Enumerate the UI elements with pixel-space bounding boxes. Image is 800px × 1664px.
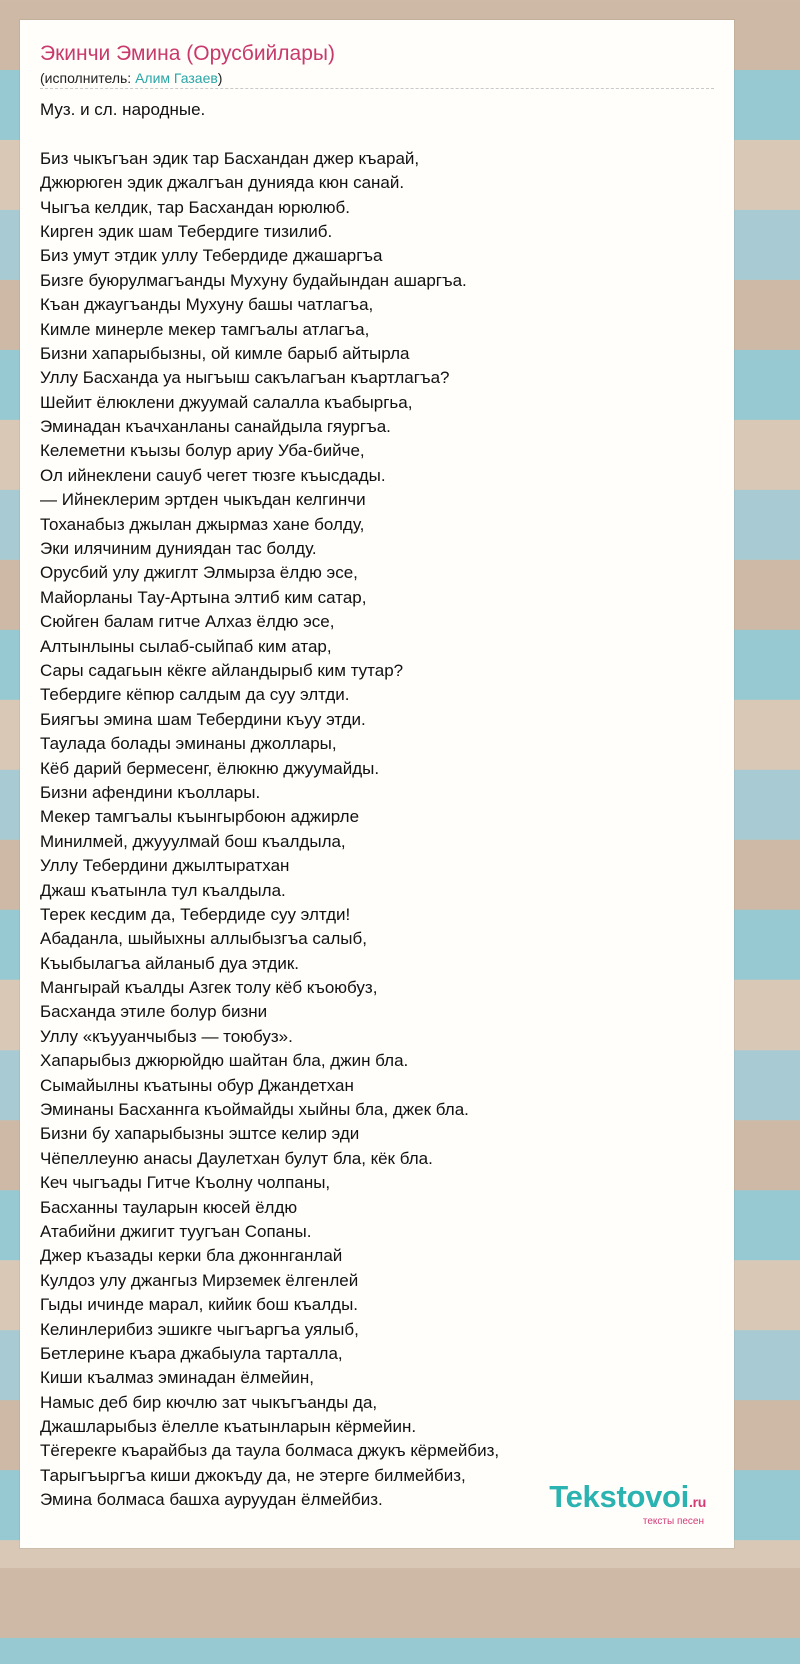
performer-suffix: ): [217, 70, 223, 86]
logo-tld: .ru: [689, 1494, 706, 1510]
performer-prefix: (исполнитель:: [40, 70, 136, 86]
lyric-line: Биягъы эмина шам Тебердини къуу этди.: [40, 709, 366, 729]
dashed-divider: [40, 88, 714, 89]
lyric-line: Кулдоз улу джангыз Мирземек ёлгенлей: [40, 1270, 359, 1290]
lyric-line: Орусбий улу джиглт Элмырза ёлдю эсе,: [40, 563, 358, 583]
lyric-line: — Ийнеклерим эртден чыкъдан келгинчи: [40, 490, 366, 510]
lyric-line: Биз умут этдик уллу Тебердиде джашаргъа: [40, 246, 383, 266]
lyric-line: Джюрюген эдик джалгъан дунияда кюн санай.: [40, 173, 405, 193]
lyric-line: Бизни хапарыбызны, ой кимле барыб айтырла: [40, 343, 410, 363]
lyric-line: Эминаны Басханнга къоймайды хыйны бла, джек бла.: [40, 1100, 469, 1120]
lyric-line: Басханны тауларын кюсей ёлдю: [40, 1197, 298, 1217]
logo-tagline: тексты песен: [642, 1516, 704, 1527]
lyric-line: Таулада болады эминаны джоллары,: [40, 734, 337, 754]
lyric-line: Ол ийнеклени сauуб чегет тюзге къысдады.: [40, 465, 386, 485]
lyrics-credits: Муз. и сл. народные.: [40, 100, 206, 119]
performer-link[interactable]: Алим Газаев: [135, 70, 218, 86]
lyric-line: Тоханабыз джылан джырмаз хане болду,: [40, 514, 365, 534]
tekstovoi-logo[interactable]: [549, 1481, 706, 1528]
lyric-line: Эминадан къачханланы санайдыла гяургъа.: [40, 417, 391, 437]
lyric-line: Кирген эдик шам Тебердиге тизилиб.: [40, 221, 333, 241]
performer-line: [40, 69, 222, 87]
lyric-line: Къыбылагъа айланыб дуа этдик.: [40, 953, 299, 973]
lyric-line: Мекер тамгъалы къынгырбоюн аджирле: [40, 807, 360, 827]
lyric-line: Майорланы Тау-Артына элтиб ким сатар,: [40, 587, 367, 607]
lyric-line: Джашларыбыз ёлелле къатынларын кёрмейин.: [40, 1417, 417, 1437]
lyric-line: Минилмей, джууулмай бош къалдыла,: [40, 831, 346, 851]
lyric-line: Гыды ичинде марал, кийик бош къалды.: [40, 1295, 359, 1315]
lyric-line: Къан джаугъанды Мухуну башы чатлагъа,: [40, 295, 374, 315]
lyric-line: Джаш къатынла тул къалдыла.: [40, 880, 286, 900]
lyric-line: Эки илячиним дуниядан тас болду.: [40, 539, 317, 559]
lyric-line: Сюйген балам гитче Алхаз ёлдю эсе,: [40, 612, 335, 632]
logo-wordmark: [549, 1481, 706, 1518]
lyric-line: Тебердиге кёпюр салдым да суу элтди.: [40, 685, 350, 705]
lyric-line: Атабийни джигит туугъан Сопаны.: [40, 1221, 312, 1241]
stanza-gap: [40, 122, 720, 146]
logo-brand: Tekstovoi: [549, 1479, 689, 1514]
lyric-line: Уллу «къууанчыбыз — тоюбуз».: [40, 1026, 293, 1046]
lyric-line: Алтынлыны сылаб-сыйпаб ким атар,: [40, 636, 332, 656]
lyric-line: Бетлерине къара джабыула тарталла,: [40, 1343, 343, 1363]
lyric-line: Чыгъа келдик, тар Басхандан юрюлюб.: [40, 197, 350, 217]
lyric-line: Басханда этиле болур бизни: [40, 1002, 268, 1022]
lyric-line: Келеметни къызы болур ариу Уба-бийче,: [40, 441, 365, 461]
lyrics-text: [40, 98, 720, 1513]
lyrics-card: [20, 20, 734, 1548]
lyric-line: Кёб дарий бермесенг, ёлюкню джуумайды.: [40, 758, 380, 778]
lyric-line: Терек кесдим да, Тебердиде суу элтди!: [40, 904, 351, 924]
lyric-line: Кимле минерле мекер тамгъалы атлагъа,: [40, 319, 370, 339]
lyric-line: Бизни афендини къоллары.: [40, 782, 261, 802]
lyric-line: Сары садагьын кёкге айландырыб ким тутар?: [40, 660, 404, 680]
lyric-line: Тёгерекге къарайбыз да таула болмаса джукъ кёрмейбиз,: [40, 1441, 500, 1461]
lyric-line: Чёпеллеуню анасы Даулетхан булут бла, кёк бла.: [40, 1148, 433, 1168]
lyric-line: Намыс деб бир кючлю зат чыкъгъанды да,: [40, 1392, 378, 1412]
lyric-line: Бизни бу хапарыбызны эштсе келир эди: [40, 1124, 360, 1144]
lyric-line: Тарыгъыргъа киши джокъду да, не этерге билмейбиз,: [40, 1465, 466, 1485]
lyric-line: Абаданла, шыйыхны аллыбызгъа салыб,: [40, 929, 367, 949]
lyric-line: Келинлерибиз эшикге чыгъаргъа уялыб,: [40, 1319, 359, 1339]
lyrics-lines: [40, 147, 720, 1513]
lyric-line: Кеч чыгъады Гитче Къолну чолпаны,: [40, 1173, 331, 1193]
lyric-line: Мангырай къалды Азгек толу кёб къоюбуз,: [40, 978, 378, 998]
lyric-line: Уллу Басханда уа ныгъыш сакълагъан къартлагъа?: [40, 368, 450, 388]
lyric-line: Джер къазады керки бла джоннганлай: [40, 1246, 343, 1266]
song-title: Экинчи Эмина (Орусбийлары): [40, 42, 335, 65]
lyric-line: Шейит ёлюклени джуумай салалла къабыргьа,: [40, 392, 413, 412]
lyric-line: Киши къалмаз эминадан ёлмейин,: [40, 1368, 314, 1388]
lyric-line: Хапарыбыз джюрюйдю шайтан бла, джин бла.: [40, 1051, 409, 1071]
lyric-line: Биз чыкъгъан эдик тар Басхандан джер къарай,: [40, 148, 420, 168]
lyric-line: Бизге буюрулмагъанды Мухуну будайындан ашаргъа.: [40, 270, 467, 290]
lyric-line: Уллу Тебердини джылтыратхан: [40, 856, 290, 876]
lyric-line: Эмина болмаса башха ауруудан ёлмейбиз.: [40, 1490, 383, 1510]
lyric-line: Сымайылны къатыны обур Джандетхан: [40, 1075, 354, 1095]
